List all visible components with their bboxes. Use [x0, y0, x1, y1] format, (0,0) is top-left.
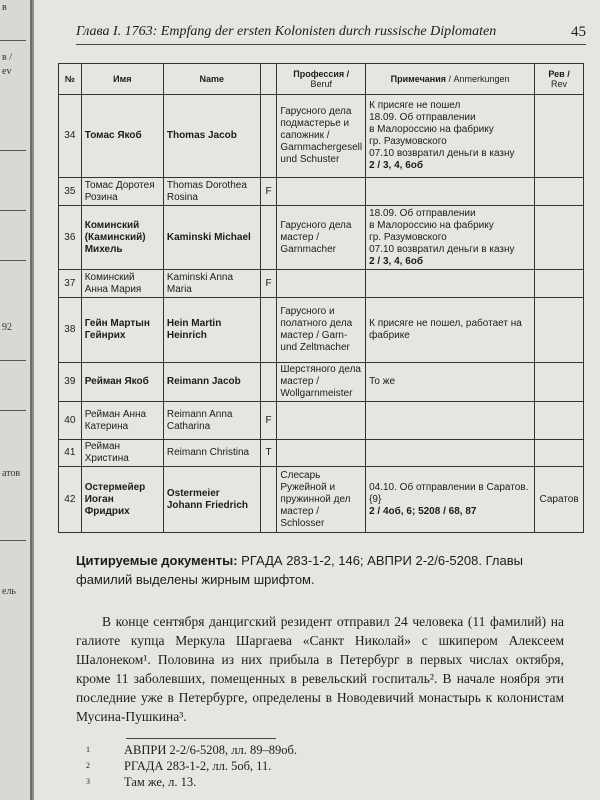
name-russian: Рейман Анна Катерина [81, 402, 163, 440]
row-number: 38 [59, 298, 82, 363]
footnote [86, 742, 297, 758]
revision-place [535, 440, 584, 467]
name-latin: Reimann Jacob [163, 363, 260, 402]
name-latin: Thomas Jacob [163, 95, 260, 178]
left-fragment: атов [2, 468, 21, 479]
profession [277, 402, 366, 440]
row-number: 34 [59, 95, 82, 178]
footnote-mark: 3 [86, 777, 90, 786]
profession: Гарусного дела мастер / Garnmacher [277, 206, 366, 270]
table-row [59, 402, 584, 440]
footnote-text: АВПРИ 2-2/6-5208, лл. 89–89об. [124, 743, 298, 757]
note-reference: 2 / 3, 4, 6об [369, 255, 424, 267]
col-rev-de: Rev [551, 79, 568, 89]
table-row [59, 467, 584, 533]
col-rev [535, 64, 584, 95]
note-line: К присяге не пошел [369, 100, 461, 111]
left-rule [0, 260, 26, 261]
profession [277, 178, 366, 206]
footnote-text: Там же, л. 13. [124, 775, 197, 789]
table-row [59, 206, 584, 270]
left-rule [0, 410, 26, 411]
revision-place [535, 178, 584, 206]
profession [277, 270, 366, 298]
sex-marker: F [260, 270, 277, 298]
cited-documents [76, 551, 560, 589]
left-fragment: ev [2, 66, 12, 77]
col-notes [366, 64, 535, 95]
note-line: К присяге не пошел, работает на фабрике [369, 318, 522, 341]
name-russian: Остермейер Иоган Фридрих [81, 467, 163, 533]
notes-cell [366, 206, 535, 270]
note-line: в Малороссию на фабрику [369, 124, 494, 135]
notes-cell [366, 402, 535, 440]
row-number: 36 [59, 206, 82, 270]
sex-marker: F [260, 178, 277, 206]
note-line: гр. Разумовского [369, 136, 447, 147]
sex-marker [260, 298, 277, 363]
note-line: 07.10 возвратил деньги в казну [369, 148, 515, 159]
footnote-mark: 2 [86, 761, 90, 770]
name-russian: Гейн Мартын Гейнрих [81, 298, 163, 363]
table-body [59, 95, 584, 533]
footnote [86, 774, 297, 790]
col-sex [260, 64, 277, 95]
cited-label: Цитируемые документы: [76, 553, 238, 568]
table-header-row [59, 64, 584, 95]
sex-marker [260, 363, 277, 402]
note-reference: 2 / 3, 4, 6об [369, 160, 424, 171]
sex-marker [260, 95, 277, 178]
note-line: 07.10 возвратил деньги в казну [369, 243, 515, 255]
note-line: То же [369, 376, 396, 387]
profession: Гарусного и полатного дела мастер / Garn-und Zeltmacher [277, 298, 366, 363]
table-row [59, 178, 584, 206]
note-line: в Малороссию на фабрику [369, 219, 494, 231]
footnote-rule [126, 738, 276, 739]
row-number: 42 [59, 467, 82, 533]
table-row [59, 95, 584, 178]
cited-text: РГАДА 283-1-2, 146; АВПРИ 2-2/6-5208. Главы фамилий выделены жирным шрифтом. [76, 553, 523, 587]
name-russian: Томас Якоб [81, 95, 163, 178]
page-number: 45 [571, 24, 586, 40]
footnote-mark: 1 [86, 745, 90, 754]
notes-cell [366, 270, 535, 298]
col-notes-de: / Anmerkungen [446, 74, 510, 84]
left-fragment: ель [2, 586, 16, 597]
table-row [59, 440, 584, 467]
col-profession [277, 64, 366, 95]
table-row [59, 270, 584, 298]
col-name-ru: Имя [81, 64, 163, 95]
profession [277, 440, 366, 467]
sex-marker [260, 206, 277, 270]
row-number: 37 [59, 270, 82, 298]
footnote-text: РГАДА 283-1-2, лл. 5об, 11. [124, 759, 272, 773]
note-line: 18.09. Об отправлении [369, 112, 476, 123]
notes-cell [366, 467, 535, 533]
name-latin: Reimann Christina [163, 440, 260, 467]
left-rule [0, 360, 26, 361]
left-rule [0, 150, 26, 151]
notes-cell [366, 95, 535, 178]
profession: Гарусного дела подмастерье и сапожник / Garnmachergesell und Schuster [277, 95, 366, 178]
name-russian: Коминский Анна Мария [81, 270, 163, 298]
revision-place: Саратов [535, 467, 584, 533]
revision-place [535, 270, 584, 298]
name-latin: Reimann Anna Catharina [163, 402, 260, 440]
col-rev-ru: Рев / [548, 69, 570, 79]
col-notes-ru: Примечания [390, 74, 447, 84]
row-number: 39 [59, 363, 82, 402]
notes-cell [366, 440, 535, 467]
notes-cell [366, 363, 535, 402]
footnote [86, 758, 297, 774]
revision-place [535, 298, 584, 363]
table-row [59, 363, 584, 402]
left-fragment: в / [2, 52, 12, 63]
footnotes [86, 742, 297, 790]
left-rule [0, 40, 26, 41]
note-line: 18.09. Об отправлении [369, 207, 476, 219]
note-line: гр. Разумовского [369, 231, 447, 243]
revision-place [535, 363, 584, 402]
notes-cell [366, 178, 535, 206]
name-russian: Рейман Христина [81, 440, 163, 467]
left-page-edge [0, 0, 32, 800]
colonist-table [58, 63, 584, 533]
row-number: 35 [59, 178, 82, 206]
name-latin: Kaminski Michael [163, 206, 260, 270]
profession: Слесарь Ружейной и пружинной дел мастер / Schlosser [277, 467, 366, 533]
left-fragment: 92 [2, 322, 12, 333]
body-paragraph: В конце сентября данцигский резидент отправил 24 человека (11 фамилий) на галиоте купца Меркула Шаргаева «Санкт Николай» с шкипером Алексеем Шалонеком¹. Половина из них прибыла в Петербург в первых числах октября, кроме 11 заболевших, помещенных в ревельский госпиталь². В начале ноября эти последние уже в Петербурге, определены в Новодевичий монастырь к колонистам Мусина-Пушкина³. [76, 614, 564, 724]
note-reference: 2 / 4об, 6; 5208 / 68, 87 [369, 505, 477, 517]
col-profession-de: Beruf [310, 79, 332, 89]
book-page [34, 0, 600, 800]
note-line: 04.10. Об отправлении в Саратов. {9} [369, 481, 529, 505]
running-header [76, 24, 586, 45]
revision-place [535, 206, 584, 270]
profession: Шерстяного дела мастер / Wollgarnmeister [277, 363, 366, 402]
name-latin: Hein Martin Heinrich [163, 298, 260, 363]
sex-marker: T [260, 440, 277, 467]
sex-marker [260, 467, 277, 533]
left-rule [0, 210, 26, 211]
name-russian: Рейман Якоб [81, 363, 163, 402]
name-latin: Kaminski Anna Maria [163, 270, 260, 298]
name-russian: Томас Доротея Розина [81, 178, 163, 206]
col-num: № [59, 64, 82, 95]
left-rule [0, 540, 26, 541]
revision-place [535, 95, 584, 178]
col-profession-ru: Профессия / [293, 69, 350, 79]
table-row [59, 298, 584, 363]
left-fragment: в [2, 2, 7, 13]
name-latin: Thomas Dorothea Rosina [163, 178, 260, 206]
chapter-title: Глава I. 1763: Empfang der ersten Kolonisten durch russische Diplomaten [76, 24, 497, 39]
row-number: 40 [59, 402, 82, 440]
col-name-lat: Name [163, 64, 260, 95]
notes-cell [366, 298, 535, 363]
sex-marker: F [260, 402, 277, 440]
name-latin: Ostermeier Johann Friedrich [163, 467, 260, 533]
name-russian: Коминский (Каминский) Михель [81, 206, 163, 270]
revision-place [535, 402, 584, 440]
row-number: 41 [59, 440, 82, 467]
